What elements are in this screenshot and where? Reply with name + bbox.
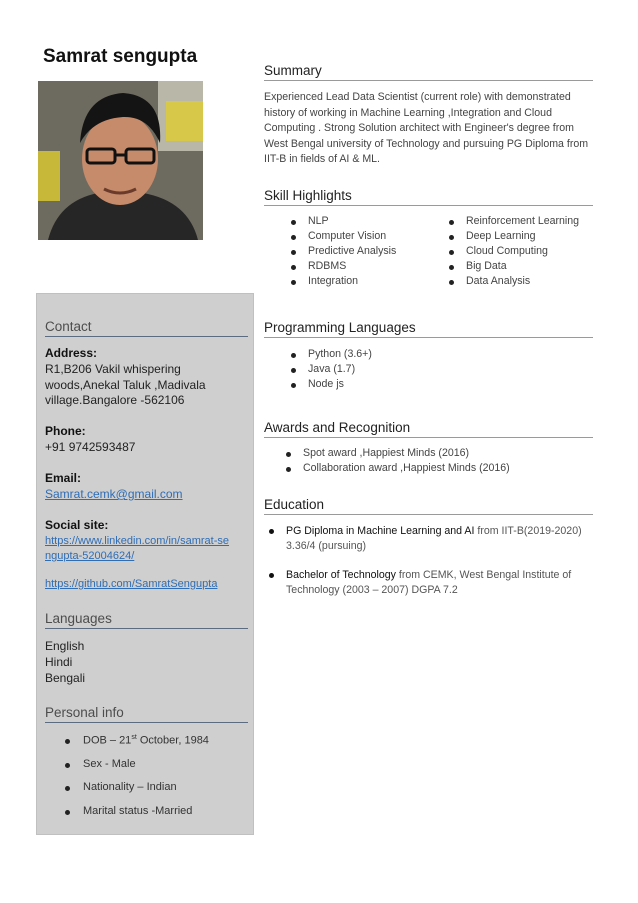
- language-item: Hindi: [45, 655, 73, 669]
- programming-heading: Programming Languages: [264, 320, 593, 338]
- language-skill-item: Node js: [288, 378, 372, 393]
- languages-heading: Languages: [45, 611, 248, 629]
- sidebar: [36, 293, 254, 835]
- language-skill-item: Python (3.6+): [288, 348, 372, 363]
- linkedin-link[interactable]: https://www.linkedin.com/in/samrat-sengupta-52004624/: [45, 535, 230, 562]
- skill-item: Deep Learning: [446, 230, 579, 245]
- phone-label: Phone:: [45, 424, 86, 438]
- skill-item: Integration: [288, 275, 396, 290]
- profile-photo: [38, 81, 203, 240]
- skill-item: Computer Vision: [288, 230, 396, 245]
- skill-item: NLP: [288, 215, 396, 230]
- dob-item: DOB – 21st October, 1984: [45, 734, 209, 758]
- education-item: PG Diploma in Machine Learning and AI from IIT-B(2019-2020) 3.36/4 (pursuing): [286, 524, 596, 554]
- summary-text: Experienced Lead Data Scientist (current role) with demonstrated history of working in Machine Learning ,Integration and Cloud Computing . Strong Solution architect with Engineer's degree from West Bengal university of Technology and pursuing PG Diploma from IIT-B in fields of AI & ML.: [264, 91, 589, 165]
- awards-heading: Awards and Recognition: [264, 420, 593, 438]
- email-link[interactable]: Samrat.cemk@gmail.com: [45, 487, 183, 501]
- skills-list-right: [446, 215, 579, 290]
- skills-list-left: [288, 215, 396, 290]
- education-heading: Education: [264, 497, 593, 515]
- skill-item: Data Analysis: [446, 275, 579, 290]
- address-label: Address:: [45, 346, 98, 360]
- contact-heading: Contact: [45, 319, 248, 337]
- award-item: Collaboration award ,Happiest Minds (2016): [283, 462, 510, 477]
- personal-item: Nationality – Indian: [45, 781, 209, 805]
- social-label: Social site:: [45, 518, 109, 532]
- personal-item: Sex - Male: [45, 758, 209, 782]
- education-item: Bachelor of Technology from CEMK, West Bengal Institute of Technology (2003 – 2007) DGPA 7.2: [286, 568, 596, 598]
- language-item: English: [45, 639, 85, 653]
- personal-info-list: [45, 734, 209, 828]
- github-link[interactable]: https://github.com/SamratSengupta: [45, 578, 218, 590]
- address-value: R1,B206 Vakil whispering woods,Anekal Taluk ,Madivala village.Bangalore -562106: [45, 362, 206, 407]
- personal-info-heading: Personal info: [45, 705, 248, 723]
- personal-item: Marital status -Married: [45, 805, 209, 829]
- awards-list: [283, 447, 510, 477]
- skill-item: Predictive Analysis: [288, 245, 396, 260]
- award-item: Spot award ,Happiest Minds (2016): [283, 447, 510, 462]
- degree-name: PG Diploma in Machine Learning and AI: [286, 525, 475, 537]
- language-skill-item: Java (1.7): [288, 363, 372, 378]
- skill-item: Reinforcement Learning: [446, 215, 579, 230]
- language-item: Bengali: [45, 671, 86, 685]
- skill-item: Big Data: [446, 260, 579, 275]
- summary-heading: Summary: [264, 63, 593, 81]
- candidate-name: Samrat sengupta: [43, 46, 198, 67]
- skill-item: RDBMS: [288, 260, 396, 275]
- skills-heading: Skill Highlights: [264, 188, 593, 206]
- phone-value: +91 9742593487: [45, 440, 136, 454]
- degree-name: Bachelor of Technology: [286, 569, 396, 581]
- programming-list: [288, 348, 372, 393]
- skill-item: Cloud Computing: [446, 245, 579, 260]
- email-label: Email:: [45, 471, 82, 485]
